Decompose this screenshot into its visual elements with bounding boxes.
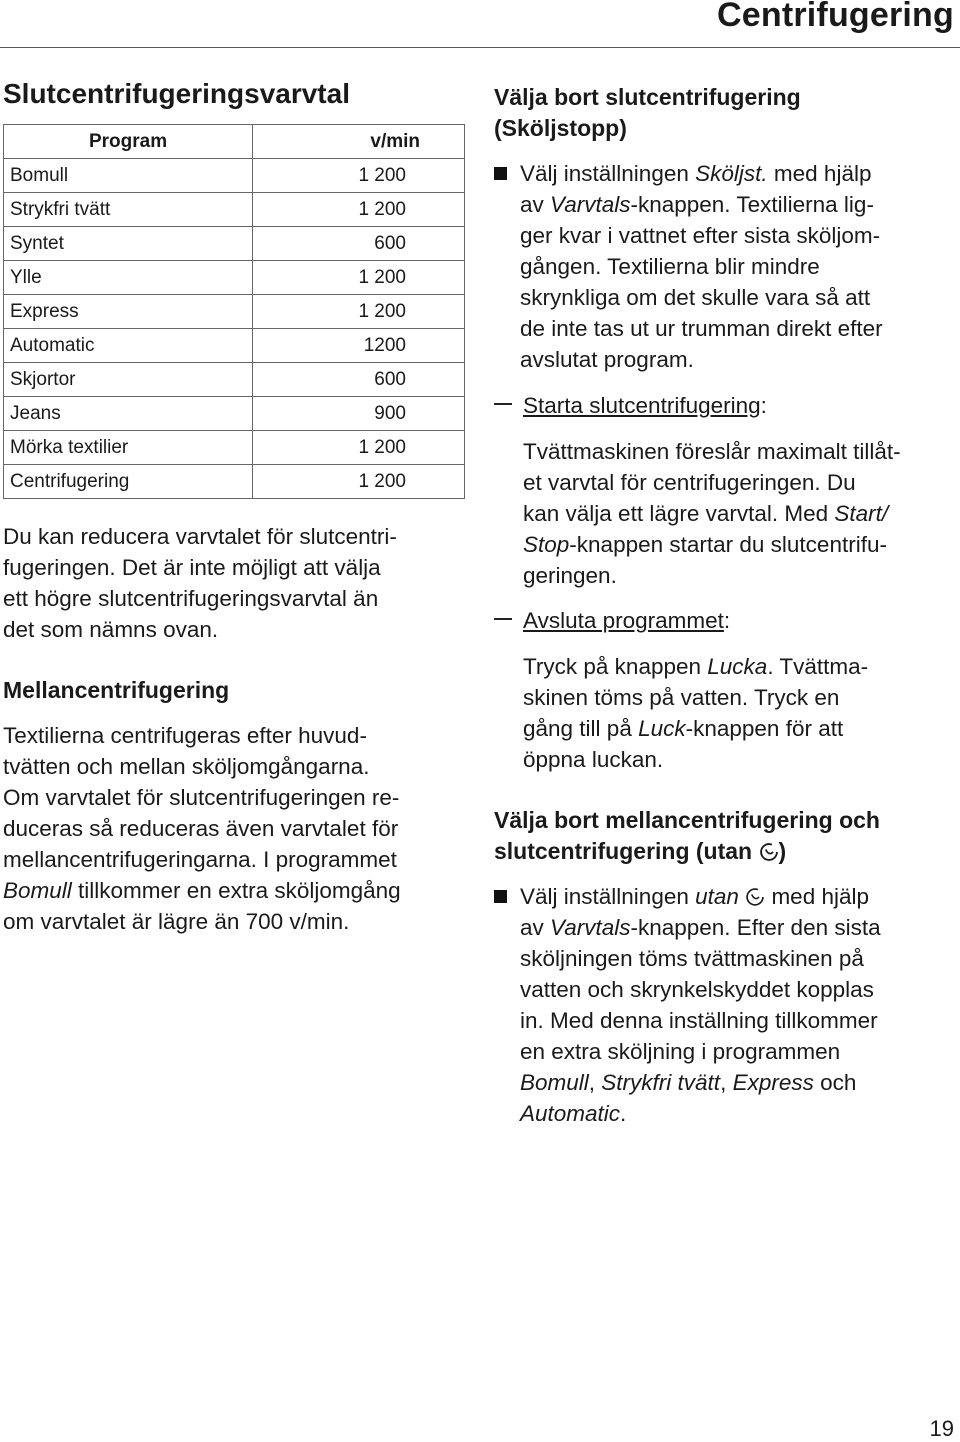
text-fragment: med hjälp bbox=[765, 884, 869, 909]
text-line: ett högre slutcentrifugeringsvarvtal än bbox=[3, 586, 379, 611]
text-line: fugeringen. Det är inte möjligt att välja bbox=[3, 555, 381, 580]
text-line: duceras så reduceras även varvtalet för bbox=[3, 816, 399, 841]
text-fragment: kan välja ett lägre varvtal. Med bbox=[523, 501, 835, 526]
text-line bbox=[3, 875, 473, 906]
section-heading-slutcentrifugeringsvarvtal: Slutcentrifugeringsvarvtal bbox=[3, 78, 350, 109]
table-header-row bbox=[4, 125, 465, 159]
rpm-cell: 900 bbox=[253, 397, 465, 431]
text-fragment: . Tvättma- bbox=[767, 654, 869, 679]
text-fragment: med hjälp bbox=[767, 161, 872, 186]
rpm-cell: 1 200 bbox=[253, 465, 465, 499]
program-name: Express bbox=[732, 1070, 814, 1095]
page-header-title: Centrifugering bbox=[716, 0, 954, 34]
no-spin-icon bbox=[745, 887, 765, 907]
text-fragment: : bbox=[760, 393, 767, 418]
text-fragment: ) bbox=[778, 838, 787, 864]
section-heading-skoljstopp bbox=[494, 82, 954, 144]
text-line: sköljningen töms tvättmaskinen på bbox=[520, 946, 864, 971]
program-cell: Mörka textilier bbox=[4, 431, 253, 465]
reduce-note bbox=[3, 521, 473, 645]
heading-line bbox=[494, 836, 954, 867]
text-line: avslutat program. bbox=[520, 347, 694, 372]
rpm-cell: 600 bbox=[253, 227, 465, 261]
dash-item-starta bbox=[494, 390, 954, 421]
program-cell: Jeans bbox=[4, 397, 253, 431]
text-fragment: Välj inställningen bbox=[520, 161, 696, 186]
text-line bbox=[523, 651, 954, 682]
text-line: skinen töms på vatten. Tryck en bbox=[523, 685, 840, 710]
program-cell: Syntet bbox=[4, 227, 253, 261]
program-cell: Express bbox=[4, 295, 253, 329]
rpm-cell: 1 200 bbox=[253, 193, 465, 227]
left-column bbox=[3, 78, 473, 937]
bullet-item-utan bbox=[494, 881, 954, 1129]
program-name: Strykfri tvätt bbox=[601, 1070, 721, 1095]
program-name: Bomull bbox=[520, 1070, 589, 1095]
page-number: 19 bbox=[929, 1416, 954, 1441]
dash-item-avsluta bbox=[494, 605, 954, 636]
text-line bbox=[520, 158, 954, 189]
text-line: geringen. bbox=[523, 563, 617, 588]
section-heading-utan bbox=[494, 805, 954, 867]
text-line: in. Med denna inställning tillkommer bbox=[520, 1008, 878, 1033]
text-line: tvätten och mellan sköljomgångarna. bbox=[3, 754, 370, 779]
text-fragment: Välj inställningen bbox=[520, 884, 696, 909]
text-line: det som nämns ovan. bbox=[3, 617, 219, 642]
button-name: Varvtals bbox=[550, 192, 631, 217]
text-line: de inte tas ut ur trumman direkt efter bbox=[520, 316, 883, 341]
table-row bbox=[4, 329, 465, 363]
text-line: et varvtal för centrifugeringen. Du bbox=[523, 470, 856, 495]
dash-body-avsluta bbox=[494, 651, 954, 775]
heading-line: (Sköljstopp) bbox=[494, 115, 627, 141]
rpm-cell: 1 200 bbox=[253, 159, 465, 193]
text-line: Om varvtalet för slutcentrifugeringen re- bbox=[3, 785, 400, 810]
button-name: Luck bbox=[638, 716, 686, 741]
bullet-square-icon bbox=[494, 890, 507, 903]
program-cell: Automatic bbox=[4, 329, 253, 363]
text-line: skrynkliga om det skulle vara så att bbox=[520, 285, 871, 310]
text-line: en extra sköljning i programmen bbox=[520, 1039, 841, 1064]
program-cell: Ylle bbox=[4, 261, 253, 295]
text-fragment: Tryck på knappen bbox=[523, 654, 708, 679]
text-line: ger kvar i vattnet efter sista sköljom- bbox=[520, 223, 881, 248]
section-heading-mellancentrifugering: Mellancentrifugering bbox=[3, 677, 230, 703]
text-line bbox=[520, 1098, 954, 1129]
bullet-item-skoljst bbox=[494, 158, 954, 375]
bullet-square-icon bbox=[494, 167, 507, 180]
text-fragment: -knappen för att bbox=[685, 716, 844, 741]
program-cell: Bomull bbox=[4, 159, 253, 193]
button-name: Start/ bbox=[834, 501, 889, 526]
table-header-rpm: v/min bbox=[253, 125, 465, 159]
right-column bbox=[494, 82, 954, 1129]
text-fragment: , bbox=[720, 1070, 733, 1095]
table-row bbox=[4, 431, 465, 465]
text-fragment: -knappen. Textilierna lig- bbox=[630, 192, 874, 217]
button-name: Stop bbox=[523, 532, 570, 557]
rpm-cell: 1200 bbox=[253, 329, 465, 363]
text-line: vatten och skrynkelskyddet kopplas bbox=[520, 977, 874, 1002]
text-fragment: av bbox=[520, 192, 551, 217]
table-row bbox=[4, 159, 465, 193]
text-line: Tvättmaskinen föreslår maximalt tillåt- bbox=[523, 439, 901, 464]
text-line bbox=[523, 605, 954, 636]
text-line bbox=[523, 498, 954, 529]
table-row bbox=[4, 261, 465, 295]
text-line bbox=[523, 529, 954, 560]
table-row bbox=[4, 227, 465, 261]
button-name: Lucka bbox=[707, 654, 768, 679]
no-spin-icon bbox=[759, 842, 779, 862]
heading-line: Välja bort slutcentrifugering bbox=[494, 84, 801, 110]
text-fragment: tillkommer en extra sköljomgång bbox=[71, 878, 401, 903]
rpm-cell: 1 200 bbox=[253, 295, 465, 329]
setting-name: Sköljst. bbox=[695, 161, 768, 186]
text-fragment: av bbox=[520, 915, 551, 940]
rpm-cell: 1 200 bbox=[253, 261, 465, 295]
text-line bbox=[520, 912, 954, 943]
text-fragment: , bbox=[588, 1070, 602, 1095]
text-fragment: -knappen startar du slutcentrifu- bbox=[569, 532, 887, 557]
text-fragment: och bbox=[813, 1070, 857, 1095]
program-cell: Skjortor bbox=[4, 363, 253, 397]
program-cell: Strykfri tvätt bbox=[4, 193, 253, 227]
text-line bbox=[520, 881, 954, 912]
step-label: Starta slutcentrifugering bbox=[523, 393, 761, 418]
dash-icon bbox=[494, 403, 512, 405]
step-label: Avsluta programmet bbox=[523, 608, 724, 633]
text-line: Du kan reducera varvtalet för slutcentri- bbox=[3, 524, 397, 549]
text-line bbox=[523, 713, 954, 744]
mellan-text bbox=[3, 720, 473, 937]
header-rule bbox=[0, 47, 960, 48]
text-fragment: . bbox=[620, 1101, 627, 1126]
text-line: mellancentrifugeringarna. I programmet bbox=[3, 847, 397, 872]
text-line: öppna luckan. bbox=[523, 747, 664, 772]
text-fragment: : bbox=[723, 608, 731, 633]
text-line bbox=[523, 390, 954, 421]
table-row bbox=[4, 295, 465, 329]
text-line: Textilierna centrifugeras efter huvud- bbox=[3, 723, 367, 748]
text-fragment: slutcentrifugering (utan bbox=[494, 838, 759, 864]
text-line bbox=[520, 1067, 954, 1098]
button-name: Varvtals bbox=[550, 915, 631, 940]
program-name: Automatic bbox=[520, 1101, 621, 1126]
text-line: gången. Textilierna blir mindre bbox=[520, 254, 820, 279]
table-header-program: Program bbox=[4, 125, 253, 159]
text-fragment: gång till på bbox=[523, 716, 639, 741]
table-row bbox=[4, 465, 465, 499]
program-cell: Centrifugering bbox=[4, 465, 253, 499]
dash-body-starta bbox=[494, 436, 954, 591]
text-line: om varvtalet är lägre än 700 v/min. bbox=[3, 909, 350, 934]
table-row bbox=[4, 397, 465, 431]
setting-name: utan bbox=[695, 884, 739, 909]
spin-speed-table bbox=[3, 124, 465, 499]
table-row bbox=[4, 193, 465, 227]
rpm-cell: 600 bbox=[253, 363, 465, 397]
text-fragment: -knappen. Efter den sista bbox=[630, 915, 881, 940]
heading-line: Välja bort mellancentrifugering och bbox=[494, 807, 880, 833]
program-name-bomull: Bomull bbox=[3, 878, 72, 903]
rpm-cell: 1 200 bbox=[253, 431, 465, 465]
dash-icon bbox=[494, 618, 512, 620]
table-row bbox=[4, 363, 465, 397]
text-line bbox=[520, 189, 954, 220]
